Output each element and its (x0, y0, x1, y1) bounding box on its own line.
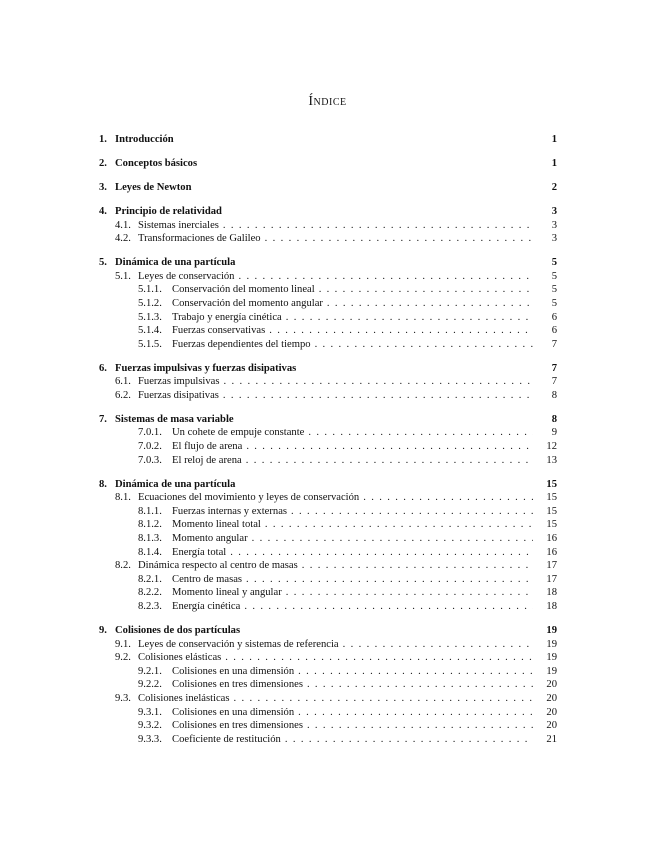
toc-page-number: 20 (546, 720, 557, 732)
toc-dot-leader (298, 665, 533, 679)
toc-page-number: 19 (546, 638, 557, 650)
toc-dot-leader (286, 586, 533, 600)
toc-page-number: 15 (546, 505, 557, 517)
toc-gap (99, 246, 557, 256)
toc-section-entry[interactable] (99, 559, 557, 573)
toc-section-entry[interactable] (99, 505, 557, 519)
toc-dot-leader (343, 638, 533, 652)
toc-gap (99, 402, 557, 412)
toc-entry-number: 9.3. (115, 692, 131, 704)
toc-page-number: 1 (551, 134, 557, 145)
toc-entry-number: 8.1.4. (138, 546, 162, 558)
toc-entry-title: Conservación del momento angular (172, 297, 323, 309)
toc-dot-leader (246, 573, 533, 587)
toc-entry-title: Colisiones en una dimensión (172, 706, 295, 718)
toc-section-entry[interactable] (99, 573, 557, 587)
toc-dot-leader (246, 440, 533, 454)
toc-entry-title: Introducción (115, 134, 174, 145)
toc-dot-leader (252, 532, 533, 546)
toc-entry-number: 8.1.1. (138, 505, 162, 517)
toc-entry-number: 9.2. (115, 652, 131, 664)
toc-section-entry[interactable] (99, 311, 557, 325)
toc-section-entry[interactable] (99, 546, 557, 560)
toc-entry-title: Momento lineal total (172, 519, 261, 531)
toc-entry-title: Trabajo y energía cinética (172, 311, 282, 323)
toc-entry-number: 4. (99, 205, 107, 217)
toc-page-number: 19 (546, 652, 557, 664)
toc-entry-number: 9. (99, 624, 107, 636)
toc-entry-title: Centro de masas (172, 573, 243, 585)
toc-section-entry[interactable] (99, 232, 557, 246)
toc-entry-number: 5.1.1. (138, 284, 162, 296)
toc-page-number: 8 (551, 413, 557, 425)
toc-entry-number: 5.1.5. (138, 338, 162, 350)
toc-entry-title: Leyes de Newton (115, 181, 192, 193)
toc-entry-title: Sistemas inerciales (138, 219, 219, 231)
toc-entry-number: 6.2. (115, 389, 131, 401)
toc-entry-title: Colisiones inelásticas (138, 692, 230, 704)
toc-dot-leader (269, 324, 533, 338)
toc-page-number: 15 (546, 478, 557, 490)
toc-page-number: 19 (546, 665, 557, 677)
toc-section-entry[interactable] (99, 283, 557, 297)
toc-entry-number: 5.1.2. (138, 297, 162, 309)
toc-section-entry[interactable] (99, 324, 557, 338)
toc-entry-number: 5.1.3. (138, 311, 162, 323)
toc-entry-number: 6. (99, 362, 107, 374)
toc-entry-number: 4.1. (115, 219, 131, 231)
toc-chapter-entry[interactable] (99, 157, 557, 171)
toc-entry-title: Leyes de conservación y sistemas de referencia (138, 638, 339, 650)
toc-entry-title: Conservación del momento lineal (172, 284, 315, 296)
toc-page-number: 15 (546, 492, 557, 504)
toc-entry-title: Colisiones en tres dimensiones (172, 720, 303, 732)
toc-entry-title: El reloj de arena (172, 454, 242, 466)
toc-entry-number: 7.0.3. (138, 454, 162, 466)
toc-page-number: 7 (551, 338, 557, 350)
toc-entry-number: 1. (99, 134, 107, 145)
toc-page-number: 9 (551, 427, 557, 439)
toc-page-number: 5 (551, 270, 557, 282)
toc-entry-title: Un cohete de empuje constante (172, 427, 305, 439)
toc-section-entry[interactable] (99, 678, 557, 692)
toc-page-number: 8 (551, 389, 557, 401)
toc-dot-leader (298, 706, 533, 720)
toc-entry-number: 5. (99, 257, 107, 269)
toc-entry-number: 8.2.3. (138, 600, 162, 612)
toc-entry-title: Fuerzas dependientes del tiempo (172, 338, 311, 350)
toc-section-entry[interactable] (99, 270, 557, 284)
toc-entry-title: Sistemas de masa variable (115, 413, 234, 425)
toc-page-number: 5 (551, 257, 557, 269)
toc-chapter-entry[interactable] (99, 413, 557, 427)
toc-dot-leader (307, 719, 533, 733)
toc-entry-number: 6.1. (115, 376, 131, 388)
toc-entry-title: Energía cinética (172, 600, 241, 612)
toc-entry-title: Momento angular (172, 532, 248, 544)
toc-page-number: 7 (551, 362, 557, 374)
toc-entry-title: Energía total (172, 546, 227, 558)
toc-entry-title: Colisiones en tres dimensiones (172, 679, 303, 691)
toc-entry-title: Colisiones en una dimensión (172, 665, 295, 677)
toc-gap (99, 467, 557, 477)
toc-page-number: 1 (551, 157, 557, 169)
toc-entry-number: 9.1. (115, 638, 131, 650)
toc-section-entry[interactable] (99, 219, 557, 233)
toc-entry-title: Fuerzas impulsivas y fuerzas disipativas (115, 362, 297, 374)
toc-entry-number: 9.3.1. (138, 706, 162, 718)
toc-dot-leader (230, 546, 533, 560)
toc-entry-title: Principio de relatividad (115, 205, 222, 217)
toc-dot-leader (302, 559, 533, 573)
toc-page-number: 2 (551, 181, 557, 193)
toc-entry-title: Dinámica de una partícula (115, 478, 236, 490)
toc-dot-leader (319, 283, 533, 297)
toc-entry-number: 5.1.4. (138, 325, 162, 337)
toc-dot-leader (223, 389, 533, 403)
toc-dot-leader (265, 518, 533, 532)
toc-section-entry[interactable] (99, 532, 557, 546)
toc-page-number: 6 (551, 325, 557, 337)
toc-dot-leader (291, 505, 533, 519)
toc-gap (99, 171, 557, 181)
table-of-contents (99, 133, 557, 746)
toc-entry-number: 8.2. (115, 560, 131, 572)
toc-page-number: 20 (546, 692, 557, 704)
toc-entry-number: 9.2.2. (138, 679, 162, 691)
toc-heading: Índice (308, 94, 347, 109)
toc-section-entry[interactable] (99, 651, 557, 665)
toc-entry-number: 8.1.2. (138, 519, 162, 531)
toc-entry-title: Fuerzas conservativas (172, 325, 266, 337)
toc-entry-number: 8.2.1. (138, 573, 162, 585)
toc-section-entry[interactable] (99, 719, 557, 733)
toc-chapter-entry[interactable] (99, 205, 557, 219)
toc-entry-number: 9.3.3. (138, 733, 162, 745)
toc-dot-leader (234, 692, 533, 706)
toc-entry-title: Momento lineal y angular (172, 587, 282, 599)
toc-page-number: 18 (546, 587, 557, 599)
toc-page-number: 17 (546, 573, 557, 585)
toc-dot-leader (244, 600, 533, 614)
toc-gap (99, 351, 557, 361)
toc-dot-leader (307, 678, 533, 692)
toc-section-entry[interactable] (99, 491, 557, 505)
toc-entry-title: Fuerzas impulsivas (138, 376, 220, 388)
toc-section-entry[interactable] (99, 426, 557, 440)
toc-entry-title: Leyes de conservación (138, 270, 235, 282)
toc-dot-leader (285, 733, 533, 747)
toc-entry-number: 4.2. (115, 233, 131, 245)
toc-dot-leader (238, 270, 533, 284)
toc-page-number: 3 (551, 205, 557, 217)
toc-page-number: 16 (546, 532, 557, 544)
toc-page-number: 5 (551, 284, 557, 296)
toc-entry-number: 9.3.2. (138, 720, 162, 732)
toc-page-number: 19 (546, 624, 557, 636)
toc-entry-title: Conceptos básicos (115, 157, 198, 169)
toc-dot-leader (315, 338, 533, 352)
toc-entry-title: Transformaciones de Galileo (138, 233, 261, 245)
toc-section-entry[interactable] (99, 586, 557, 600)
toc-dot-leader (265, 232, 533, 246)
toc-section-entry[interactable] (99, 600, 557, 614)
toc-entry-number: 8. (99, 478, 107, 490)
toc-page-number: 15 (546, 519, 557, 531)
toc-gap (99, 195, 557, 205)
toc-entry-number: 5.1. (115, 270, 131, 282)
toc-entry-number: 2. (99, 157, 107, 169)
toc-page-number: 12 (546, 441, 557, 453)
toc-page-number: 21 (546, 733, 557, 745)
toc-chapter-entry[interactable] (99, 624, 557, 638)
toc-section-entry[interactable] (99, 638, 557, 652)
toc-section-entry[interactable] (99, 338, 557, 352)
toc-dot-leader (286, 311, 533, 325)
toc-section-entry[interactable] (99, 692, 557, 706)
toc-section-entry[interactable] (99, 440, 557, 454)
toc-page-number: 17 (546, 560, 557, 572)
toc-gap (99, 614, 557, 624)
toc-page-number: 13 (546, 454, 557, 466)
toc-entry-title: Colisiones de dos partículas (115, 624, 241, 636)
toc-section-entry[interactable] (99, 297, 557, 311)
toc-entry-number: 7.0.1. (138, 427, 162, 439)
toc-chapter-entry[interactable] (99, 362, 557, 376)
toc-entry-title: Colisiones elásticas (138, 652, 222, 664)
toc-entry-title: Ecuaciones del movimiento y leyes de conservación (138, 492, 360, 504)
toc-section-entry[interactable] (99, 454, 557, 468)
toc-page-number: 18 (546, 600, 557, 612)
toc-dot-leader (308, 426, 533, 440)
toc-page-number: 7 (551, 376, 557, 388)
toc-section-entry[interactable] (99, 706, 557, 720)
toc-entry-number: 9.2.1. (138, 665, 162, 677)
toc-page-number: 20 (546, 706, 557, 718)
toc-entry-number: 8.1.3. (138, 532, 162, 544)
toc-page-number: 6 (551, 311, 557, 323)
toc-entry-number: 3. (99, 181, 107, 193)
toc-section-entry[interactable] (99, 518, 557, 532)
toc-page-number: 5 (551, 297, 557, 309)
toc-entry-title: El flujo de arena (172, 441, 243, 453)
toc-page-number: 16 (546, 546, 557, 558)
toc-chapter-entry[interactable] (99, 478, 557, 492)
toc-section-entry[interactable] (99, 389, 557, 403)
toc-entry-number: 7. (99, 413, 107, 425)
toc-chapter-entry[interactable] (99, 256, 557, 270)
toc-page-number: 3 (551, 233, 557, 245)
toc-chapter-entry[interactable] (99, 181, 557, 195)
toc-entry-title: Dinámica respecto al centro de masas (138, 560, 298, 572)
toc-section-entry[interactable] (99, 665, 557, 679)
toc-gap (99, 147, 557, 157)
toc-dot-leader (327, 297, 533, 311)
toc-entry-number: 7.0.2. (138, 441, 162, 453)
toc-dot-leader (246, 454, 533, 468)
toc-page-number: 20 (546, 679, 557, 691)
toc-entry-title: Fuerzas disipativas (138, 389, 219, 401)
toc-dot-leader (225, 651, 533, 665)
toc-chapter-entry[interactable] (99, 133, 557, 147)
toc-dot-leader (363, 491, 533, 505)
toc-entry-title: Dinámica de una partícula (115, 257, 236, 269)
toc-entry-number: 8.1. (115, 492, 131, 504)
toc-section-entry[interactable] (99, 733, 557, 747)
toc-entry-number: 8.2.2. (138, 587, 162, 599)
toc-dot-leader (224, 375, 533, 389)
toc-entry-title: Coeficiente de restitución (172, 733, 281, 745)
toc-dot-leader (223, 219, 533, 233)
toc-entry-title: Fuerzas internas y externas (172, 505, 288, 517)
toc-page-number: 3 (551, 219, 557, 231)
toc-section-entry[interactable] (99, 375, 557, 389)
